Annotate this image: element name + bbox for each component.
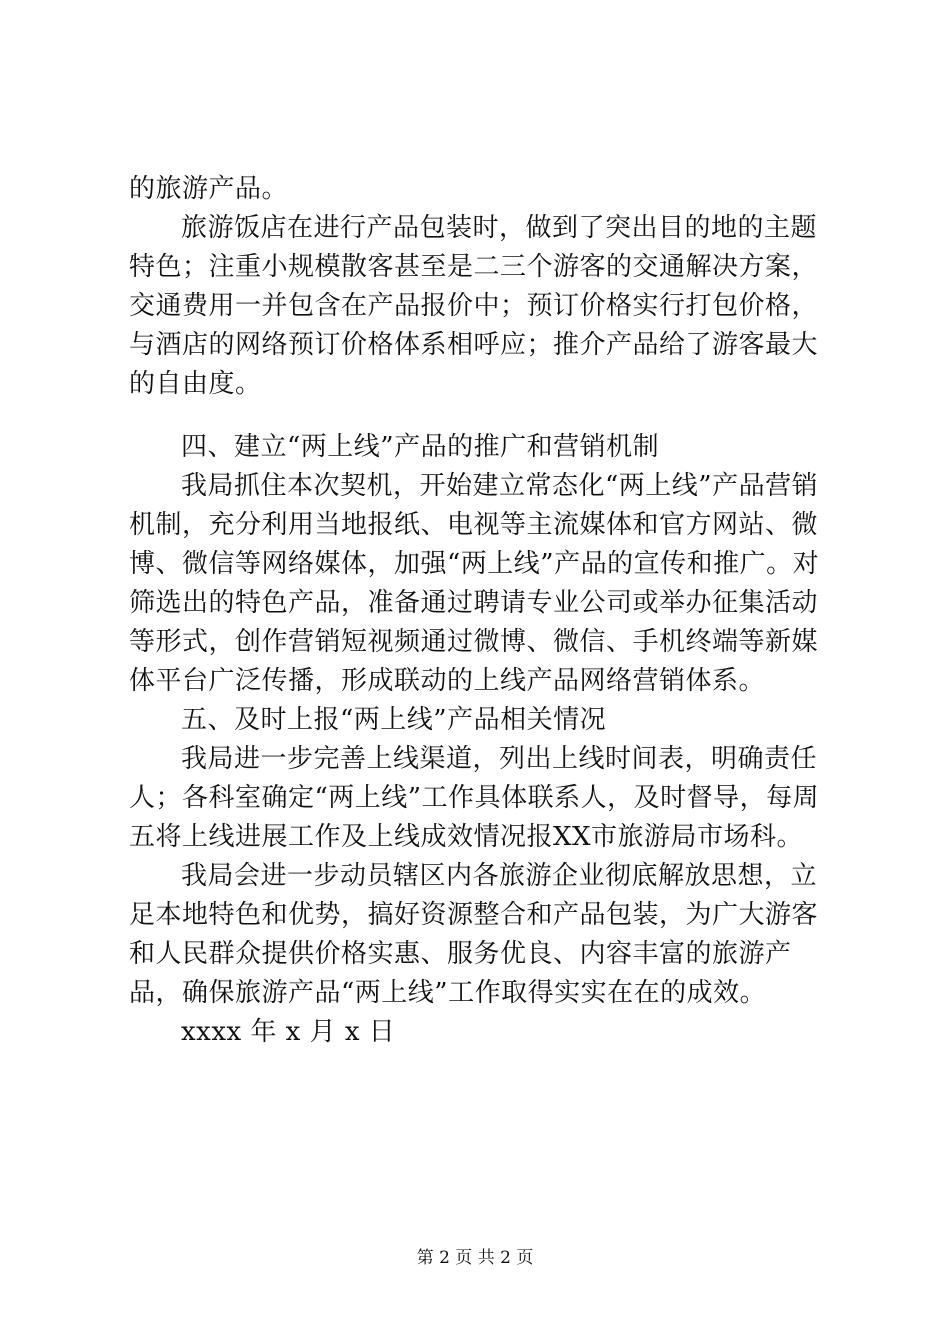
section-heading-five: 五、及时上报“两上线”产品相关情况 — [181, 705, 607, 735]
page-footer: 第 2 页 共 2 页 — [416, 1248, 534, 1268]
paragraph-spacer — [129, 404, 829, 428]
section-heading-four: 四、建立“两上线”产品的推广和营销机制 — [181, 432, 660, 462]
paragraph-conclusion: 我局会进一步动员辖区内各旅游企业彻底解放思想，立足本地特色和优势，搞好资源整合和产品包装，为广大游客和人民群众提供价格实惠、服务优良、内容丰富的旅游产品，确保旅游产品“两上线”工作取得实实在在的成效。 — [129, 861, 819, 1008]
document-date: xxxx 年 x 月 x 日 — [181, 1017, 396, 1047]
paragraph-marketing-mechanism: 我局抓住本次契机，开始建立常态化“两上线”产品营销机制，充分利用当地报纸、电视等主流媒体和官方网站、微博、微信等网络媒体，加强“两上线”产品的宣传和推广。对筛选出的特色产品，准备通过聘请专业公司或举办征集活动等形式，创作营销短视频通过微博、微信、手机终端等新媒体平台广泛传播，形成联动的上线产品网络营销体系。 — [129, 471, 820, 696]
document-body — [129, 170, 829, 1052]
paragraph-hotel-packaging: 旅游饭店在进行产品包装时，做到了突出目的地的主题特色；注重小规模散客甚至是二三个游客的交通解决方案，交通费用一并包含在产品报价中；预订价格实行打包价格，与酒店的网络预订价格体系相呼应；推介产品给了游客最大的自由度。 — [129, 213, 819, 399]
paragraph-continuation: 的旅游产品。 — [129, 174, 289, 204]
paragraph-reporting: 我局进一步完善上线渠道，列出上线时间表，明确责任人；各科室确定“两上线”工作具体联系人，及时督导，每周五将上线进展工作及上线成效情况报XX市旅游局市场科。 — [129, 744, 820, 852]
